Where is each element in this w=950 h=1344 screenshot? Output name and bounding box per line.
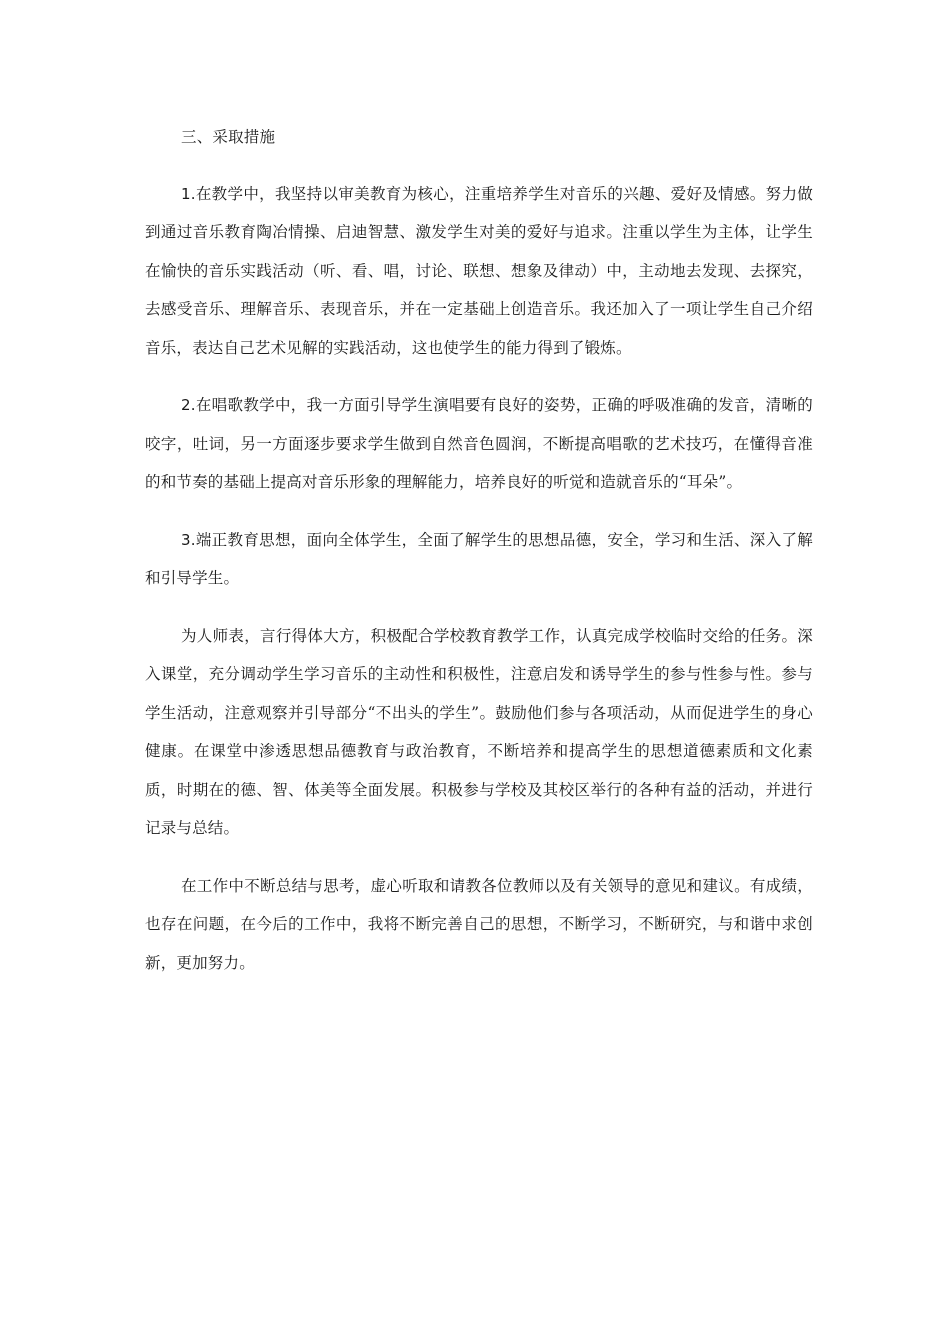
section-heading: 三、采取措施 (181, 128, 276, 146)
paragraph-text: 在唱歌教学中，我一方面引导学生演唱要有良好的姿势，正确的呼吸准确的发音，清晰的咬字，吐词，另一方面逐步要求学生做到自然音色圆润，不断提高唱歌的艺术技巧，在懂得音准的和节奏的基础上提高对音乐形象的理解能力，培养良好的听觉和造就音乐的“耳朵”。 (145, 396, 813, 491)
paragraph-5 (145, 867, 813, 983)
paragraph-2 (145, 386, 813, 502)
spacer (145, 598, 813, 617)
spacer (145, 367, 813, 386)
paragraph-text: 端正教育思想，面向全体学生，全面了解学生的思想品德，安全，学习和生活、深入了解和引导学生。 (145, 530, 813, 587)
spacer (145, 502, 813, 521)
paragraph-4 (145, 617, 813, 848)
paragraph-number: 3. (181, 530, 196, 549)
paragraph-1 (145, 175, 813, 368)
spacer (145, 848, 813, 867)
paragraph-text: 在教学中，我坚持以审美教育为核心，注重培养学生对音乐的兴趣、爱好及情感。努力做到通过音乐教育陶冶情操、启迪智慧、激发学生对美的爱好与追求。注重以学生为主体，让学生在愉快的音乐实践活动（听、看、唱，讨论、联想、想象及律动）中，主动地去发现、去探究，去感受音乐、理解音乐、表现音乐，并在一定基础上创造音乐。我还加入了一项让学生自己介绍音乐，表达自己艺术见解的实践活动，这也使学生的能力得到了锻炼。 (145, 184, 813, 357)
paragraph-text: 为人师表，言行得体大方，积极配合学校教育教学工作，认真完成学校临时交给的任务。深入课堂，充分调动学生学习音乐的主动性和积极性，注意启发和诱导学生的参与性参与性。参与学生活动，注意观察并引导部分“不出头的学生”。鼓励他们参与各项活动，从而促进学生的身心健康。在课堂中渗透思想品德教育与政治教育，不断培养和提高学生的思想道德素质和文化素质，时期在的德、智、体美等全面发展。积极参与学校及其校区举行的各种有益的活动，并进行记录与总结。 (145, 626, 813, 837)
document-body (145, 118, 813, 982)
paragraph-3 (145, 521, 813, 598)
paragraph-number: 2. (181, 396, 196, 414)
paragraph-text: 在工作中不断总结与思考，虚心听取和请教各位教师以及有关领导的意见和建议。有成绩，也存在问题，在今后的工作中，我将不断完善自己的思想，不断学习，不断研究，与和谐中求创新，更加努力。 (145, 876, 813, 972)
paragraph-number: 1. (181, 184, 196, 203)
spacer (145, 157, 813, 175)
